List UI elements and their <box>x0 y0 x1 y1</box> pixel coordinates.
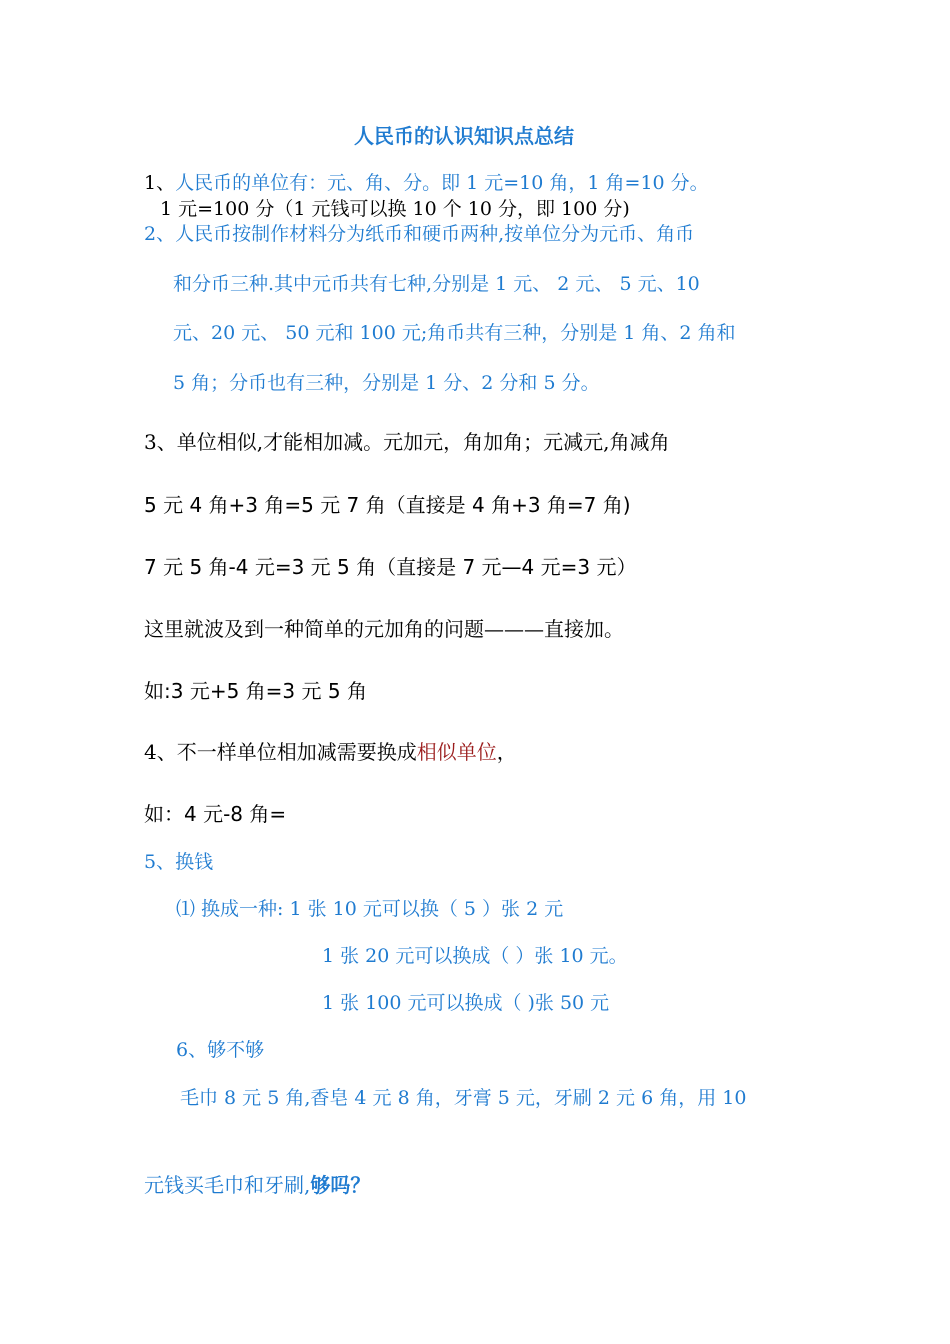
point-4-example: 如：4 元-8 角= <box>144 802 287 826</box>
point-4-text: 4、不一样单位相加减需要换成 <box>144 740 417 764</box>
point-5: 5、换钱 <box>144 851 214 873</box>
point-6-question: 够吗？ <box>310 1173 371 1197</box>
point-1-number: 1、 <box>144 172 176 194</box>
point-4-highlight: 相似单位 <box>416 740 497 764</box>
point-3: 3、单位相似,才能相加减。元加元，角加角；元减元,角减角 <box>144 430 670 454</box>
point-1 <box>144 172 709 195</box>
example-1: 5 元 4 角+3 角=5 元 7 角（直接是 4 角+3 角=7 角) <box>144 493 631 517</box>
point-6: 6、够不够 <box>176 1039 265 1061</box>
point-2-line-2: 和分币三种.其中元币共有七种,分别是 1 元、 2 元、 5 元、10 <box>173 273 700 295</box>
point-6-line-2 <box>144 1173 370 1197</box>
page-title: 人民币的认识知识点总结 <box>354 124 574 148</box>
point-4-end: ， <box>496 740 517 764</box>
point-1-text: 人民币的单位有：元、角、分。即 1 元=10 角，1 角=10 分。 <box>175 172 709 194</box>
point-6-line-1: 毛巾 8 元 5 角,香皂 4 元 8 角，牙膏 5 元，牙刷 2 元 6 角，用 10 <box>180 1087 747 1109</box>
point-2-line-3: 元、20 元、 50 元和 100 元;角币共有三种，分别是 1 角、2 角和 <box>173 322 736 344</box>
point-2-line-4: 5 角；分币也有三种，分别是 1 分、2 分和 5 分。 <box>173 372 600 394</box>
point-5-item-1: ⑴ 换成一种: 1 张 10 元可以换（ 5 ）张 2 元 <box>176 898 564 920</box>
point-1-subnote: 1 元=100 分（1 元钱可以换 10 个 10 分，即 100 分) <box>160 198 630 220</box>
example-2: 7 元 5 角-4 元=3 元 5 角（直接是 7 元—4 元=3 元） <box>144 555 637 579</box>
example-3: 这里就波及到一种简单的元加角的问题———直接加。 <box>144 617 624 641</box>
point-6-question-text: 元钱买毛巾和牙刷, <box>144 1173 311 1197</box>
example-4: 如:3 元+5 角=3 元 5 角 <box>144 679 367 703</box>
point-4 <box>144 740 517 764</box>
point-5-item-3: 1 张 100 元可以换成（ )张 50 元 <box>322 992 610 1014</box>
point-5-item-2: 1 张 20 元可以换成（ ）张 10 元。 <box>322 945 628 967</box>
point-2-line-1: 2、人民币按制作材料分为纸币和硬币两种,按单位分为元币、角币 <box>144 223 695 245</box>
